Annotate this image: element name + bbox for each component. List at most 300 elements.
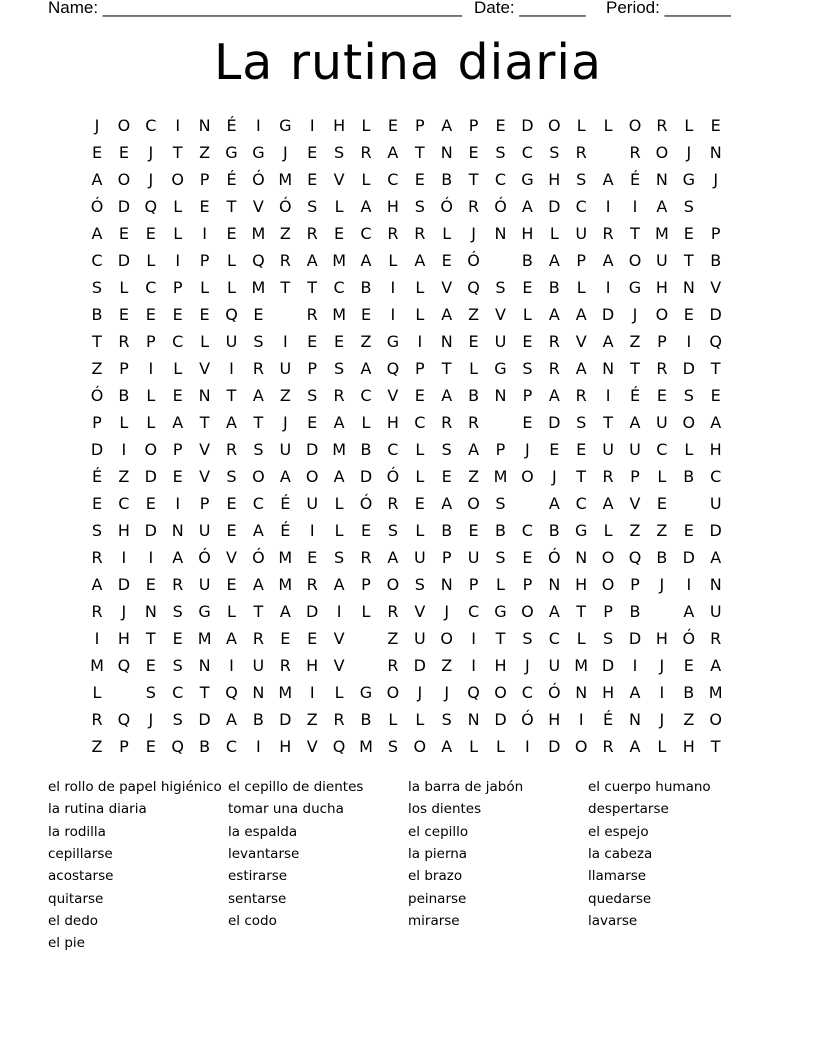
grid-letter[interactable]: I bbox=[175, 251, 181, 270]
grid-letter[interactable]: O bbox=[386, 683, 400, 702]
grid-letter[interactable]: J bbox=[713, 170, 719, 189]
grid-letter[interactable]: M bbox=[278, 548, 293, 567]
grid-letter[interactable]: N bbox=[709, 143, 722, 162]
grid-letter[interactable]: A bbox=[172, 548, 184, 567]
grid-letter[interactable]: A bbox=[91, 575, 103, 594]
grid-letter[interactable]: U bbox=[656, 413, 668, 432]
grid-letter[interactable]: Ó bbox=[440, 197, 453, 216]
grid-letter[interactable]: U bbox=[548, 656, 561, 675]
grid-letter[interactable]: H bbox=[575, 575, 588, 594]
grid-letter[interactable]: J bbox=[282, 143, 288, 162]
grid-letter[interactable]: Ó bbox=[90, 386, 104, 405]
grid-letter[interactable]: V bbox=[226, 548, 237, 567]
grid-letter[interactable]: O bbox=[171, 170, 184, 189]
grid-letter[interactable]: E bbox=[414, 170, 425, 189]
grid-letter[interactable]: I bbox=[175, 116, 181, 135]
grid-letter[interactable]: S bbox=[387, 521, 398, 540]
grid-letter[interactable]: R bbox=[252, 359, 264, 378]
grid-letter[interactable]: A bbox=[333, 575, 345, 594]
grid-letter[interactable]: T bbox=[199, 413, 210, 432]
grid-letter[interactable]: S bbox=[683, 197, 694, 216]
grid-letter[interactable]: I bbox=[282, 332, 288, 351]
grid-letter[interactable]: Z bbox=[360, 332, 372, 351]
grid-letter[interactable]: T bbox=[603, 413, 613, 432]
grid-letter[interactable]: R bbox=[602, 737, 614, 756]
grid-letter[interactable]: J bbox=[121, 602, 127, 621]
grid-letter[interactable]: U bbox=[656, 251, 668, 270]
grid-letter[interactable]: N bbox=[629, 710, 641, 729]
grid-letter[interactable]: I bbox=[256, 737, 261, 756]
grid-letter[interactable]: E bbox=[172, 629, 183, 648]
grid-letter[interactable]: J bbox=[551, 467, 557, 486]
grid-letter[interactable]: Ó bbox=[386, 467, 400, 486]
grid-letter[interactable]: A bbox=[629, 683, 641, 702]
grid-letter[interactable]: C bbox=[521, 521, 533, 540]
grid-letter[interactable]: H bbox=[521, 224, 534, 243]
grid-letter[interactable]: S bbox=[172, 710, 183, 729]
grid-letter[interactable]: T bbox=[414, 143, 425, 162]
grid-letter[interactable]: R bbox=[279, 251, 291, 270]
grid-letter[interactable]: Z bbox=[91, 359, 103, 378]
grid-letter[interactable]: J bbox=[444, 602, 450, 621]
grid-letter[interactable]: R bbox=[548, 359, 560, 378]
grid-letter[interactable]: B bbox=[521, 251, 533, 270]
grid-letter[interactable]: P bbox=[630, 575, 640, 594]
grid-letter[interactable]: E bbox=[145, 575, 156, 594]
grid-letter[interactable]: O bbox=[117, 170, 131, 189]
grid-letter[interactable]: A bbox=[441, 737, 453, 756]
grid-letter[interactable]: R bbox=[118, 332, 130, 351]
grid-letter[interactable]: P bbox=[92, 413, 102, 432]
grid-letter[interactable]: É bbox=[603, 710, 614, 729]
grid-letter[interactable]: L bbox=[576, 629, 586, 648]
grid-letter[interactable]: L bbox=[146, 251, 156, 270]
grid-letter[interactable]: H bbox=[548, 710, 561, 729]
grid-letter[interactable]: S bbox=[91, 521, 103, 540]
grid-letter[interactable]: S bbox=[576, 170, 587, 189]
grid-letter[interactable]: L bbox=[522, 305, 532, 324]
grid-letter[interactable]: R bbox=[360, 143, 372, 162]
grid-letter[interactable]: L bbox=[92, 683, 102, 702]
grid-letter[interactable]: É bbox=[629, 170, 641, 189]
grid-letter[interactable]: T bbox=[280, 278, 291, 297]
grid-letter[interactable]: L bbox=[119, 278, 129, 297]
grid-letter[interactable]: J bbox=[444, 683, 450, 702]
grid-letter[interactable]: U bbox=[709, 494, 722, 513]
grid-letter[interactable]: O bbox=[601, 548, 615, 567]
grid-letter[interactable]: A bbox=[387, 143, 399, 162]
grid-letter[interactable]: H bbox=[117, 629, 130, 648]
grid-letter[interactable]: A bbox=[306, 251, 318, 270]
grid-letter[interactable]: S bbox=[495, 278, 506, 297]
grid-letter[interactable]: T bbox=[145, 629, 156, 648]
grid-letter[interactable]: N bbox=[575, 683, 588, 702]
grid-letter[interactable]: N bbox=[602, 359, 615, 378]
grid-letter[interactable]: E bbox=[226, 521, 237, 540]
grid-letter[interactable]: U bbox=[413, 629, 426, 648]
grid-letter[interactable]: I bbox=[336, 602, 342, 621]
grid-letter[interactable]: E bbox=[145, 737, 156, 756]
grid-letter[interactable]: G bbox=[628, 278, 642, 297]
grid-letter[interactable]: A bbox=[441, 386, 453, 405]
grid-letter[interactable]: J bbox=[686, 143, 692, 162]
grid-letter[interactable]: V bbox=[199, 467, 211, 486]
grid-letter[interactable]: C bbox=[225, 737, 238, 756]
grid-letter[interactable]: C bbox=[656, 440, 668, 459]
grid-letter[interactable]: S bbox=[253, 440, 264, 459]
grid-letter[interactable]: V bbox=[333, 170, 345, 189]
grid-letter[interactable]: Ó bbox=[467, 251, 480, 270]
grid-letter[interactable]: A bbox=[252, 386, 264, 405]
grid-letter[interactable]: H bbox=[494, 656, 507, 675]
grid-letter[interactable]: S bbox=[603, 629, 614, 648]
grid-letter[interactable]: I bbox=[256, 116, 261, 135]
grid-letter[interactable]: N bbox=[198, 386, 211, 405]
grid-letter[interactable]: Q bbox=[467, 278, 480, 297]
grid-letter[interactable]: C bbox=[710, 467, 722, 486]
grid-letter[interactable]: C bbox=[494, 170, 507, 189]
grid-letter[interactable]: Q bbox=[144, 197, 158, 216]
grid-letter[interactable]: T bbox=[307, 278, 318, 297]
grid-letter[interactable]: A bbox=[710, 656, 722, 675]
grid-letter[interactable]: Q bbox=[252, 251, 265, 270]
grid-letter[interactable]: A bbox=[279, 467, 291, 486]
grid-letter[interactable]: E bbox=[199, 305, 210, 324]
grid-letter[interactable]: Q bbox=[709, 332, 722, 351]
grid-letter[interactable]: O bbox=[467, 494, 480, 513]
grid-letter[interactable]: P bbox=[522, 575, 533, 594]
grid-letter[interactable]: J bbox=[525, 440, 530, 459]
grid-letter[interactable]: V bbox=[710, 278, 722, 297]
grid-letter[interactable]: G bbox=[359, 683, 373, 702]
grid-letter[interactable]: I bbox=[309, 521, 315, 540]
grid-letter[interactable]: L bbox=[684, 440, 694, 459]
grid-letter[interactable]: O bbox=[521, 602, 534, 621]
grid-letter[interactable]: D bbox=[117, 575, 131, 594]
grid-letter[interactable]: R bbox=[575, 386, 587, 405]
grid-letter[interactable]: B bbox=[118, 386, 130, 405]
grid-letter[interactable]: E bbox=[145, 656, 156, 675]
grid-letter[interactable]: É bbox=[280, 521, 291, 540]
grid-letter[interactable]: L bbox=[173, 224, 183, 243]
grid-letter[interactable]: O bbox=[521, 467, 534, 486]
grid-letter[interactable]: A bbox=[548, 251, 560, 270]
grid-letter[interactable]: R bbox=[468, 413, 480, 432]
grid-letter[interactable]: G bbox=[682, 170, 695, 189]
grid-letter[interactable]: L bbox=[227, 278, 236, 297]
grid-letter[interactable]: A bbox=[333, 413, 345, 432]
grid-letter[interactable]: R bbox=[225, 440, 238, 459]
grid-letter[interactable]: S bbox=[414, 575, 425, 594]
grid-letter[interactable]: E bbox=[468, 521, 479, 540]
grid-letter[interactable]: H bbox=[655, 629, 668, 648]
grid-letter[interactable]: N bbox=[144, 602, 157, 621]
grid-letter[interactable]: H bbox=[548, 170, 561, 189]
grid-letter[interactable]: I bbox=[605, 278, 611, 297]
grid-letter[interactable]: R bbox=[387, 602, 399, 621]
grid-letter[interactable]: A bbox=[360, 251, 372, 270]
grid-letter[interactable]: E bbox=[307, 332, 318, 351]
grid-letter[interactable]: L bbox=[334, 494, 344, 513]
grid-letter[interactable]: S bbox=[441, 710, 452, 729]
grid-letter[interactable]: U bbox=[413, 548, 426, 567]
grid-letter[interactable]: T bbox=[226, 386, 237, 405]
grid-letter[interactable]: A bbox=[710, 548, 722, 567]
grid-letter[interactable]: O bbox=[574, 737, 588, 756]
grid-letter[interactable]: E bbox=[468, 143, 479, 162]
grid-letter[interactable]: E bbox=[683, 656, 694, 675]
grid-letter[interactable]: L bbox=[146, 413, 156, 432]
grid-letter[interactable]: G bbox=[574, 521, 588, 540]
grid-letter[interactable]: Q bbox=[225, 683, 238, 702]
grid-letter[interactable]: L bbox=[227, 602, 236, 621]
grid-letter[interactable]: D bbox=[601, 656, 615, 675]
grid-letter[interactable]: L bbox=[469, 359, 479, 378]
grid-letter[interactable]: O bbox=[655, 305, 669, 324]
grid-letter[interactable]: A bbox=[441, 305, 453, 324]
grid-letter[interactable]: Q bbox=[386, 359, 400, 378]
grid-letter[interactable]: R bbox=[333, 386, 345, 405]
grid-letter[interactable]: L bbox=[415, 467, 425, 486]
grid-letter[interactable]: G bbox=[521, 170, 534, 189]
grid-letter[interactable]: R bbox=[387, 494, 399, 513]
grid-letter[interactable]: C bbox=[575, 494, 587, 513]
grid-letter[interactable]: L bbox=[388, 251, 398, 270]
grid-letter[interactable]: E bbox=[683, 521, 694, 540]
grid-letter[interactable]: V bbox=[575, 332, 587, 351]
grid-letter[interactable]: C bbox=[548, 629, 560, 648]
grid-letter[interactable]: T bbox=[226, 197, 237, 216]
grid-letter[interactable]: M bbox=[332, 440, 346, 459]
grid-letter[interactable]: L bbox=[415, 440, 425, 459]
grid-letter[interactable]: L bbox=[469, 737, 479, 756]
grid-letter[interactable]: N bbox=[198, 116, 211, 135]
grid-letter[interactable]: Ó bbox=[521, 710, 534, 729]
grid-letter[interactable]: O bbox=[628, 116, 642, 135]
grid-letter[interactable]: P bbox=[468, 116, 479, 135]
grid-letter[interactable]: S bbox=[441, 440, 452, 459]
grid-letter[interactable]: V bbox=[441, 278, 453, 297]
grid-letter[interactable]: R bbox=[91, 602, 103, 621]
grid-letter[interactable]: Z bbox=[387, 629, 399, 648]
grid-letter[interactable]: S bbox=[683, 386, 694, 405]
grid-letter[interactable]: N bbox=[198, 656, 211, 675]
grid-letter[interactable]: R bbox=[91, 710, 103, 729]
grid-letter[interactable]: O bbox=[386, 575, 400, 594]
grid-letter[interactable]: L bbox=[146, 386, 156, 405]
grid-letter[interactable]: A bbox=[387, 548, 399, 567]
grid-letter[interactable]: S bbox=[522, 359, 533, 378]
grid-letter[interactable]: E bbox=[118, 143, 129, 162]
grid-letter[interactable]: O bbox=[305, 467, 319, 486]
grid-letter[interactable]: B bbox=[360, 278, 372, 297]
grid-letter[interactable]: M bbox=[332, 251, 346, 270]
grid-letter[interactable]: J bbox=[659, 656, 665, 675]
grid-letter[interactable]: S bbox=[145, 683, 156, 702]
grid-letter[interactable]: N bbox=[440, 332, 453, 351]
grid-letter[interactable]: Z bbox=[683, 710, 695, 729]
grid-letter[interactable]: O bbox=[628, 251, 642, 270]
grid-letter[interactable]: C bbox=[521, 683, 533, 702]
grid-letter[interactable]: É bbox=[91, 467, 103, 486]
grid-letter[interactable]: Z bbox=[306, 710, 318, 729]
grid-letter[interactable]: I bbox=[605, 386, 611, 405]
grid-letter[interactable]: I bbox=[632, 197, 638, 216]
grid-letter[interactable]: J bbox=[525, 656, 530, 675]
grid-letter[interactable]: S bbox=[334, 143, 345, 162]
grid-letter[interactable]: I bbox=[578, 710, 584, 729]
grid-letter[interactable]: Ó bbox=[548, 683, 561, 702]
grid-letter[interactable]: L bbox=[361, 116, 371, 135]
grid-letter[interactable]: P bbox=[522, 386, 533, 405]
grid-letter[interactable]: M bbox=[251, 224, 266, 243]
grid-letter[interactable]: J bbox=[94, 116, 100, 135]
grid-letter[interactable]: R bbox=[360, 548, 372, 567]
grid-letter[interactable]: N bbox=[709, 575, 722, 594]
grid-letter[interactable]: E bbox=[172, 386, 183, 405]
grid-letter[interactable]: C bbox=[414, 413, 426, 432]
grid-letter[interactable]: Ó bbox=[198, 548, 211, 567]
grid-letter[interactable]: E bbox=[307, 143, 318, 162]
grid-letter[interactable]: D bbox=[709, 305, 722, 324]
grid-letter[interactable]: T bbox=[710, 737, 721, 756]
grid-letter[interactable]: A bbox=[575, 359, 587, 378]
grid-letter[interactable]: P bbox=[414, 116, 425, 135]
grid-letter[interactable]: A bbox=[91, 224, 103, 243]
grid-letter[interactable]: T bbox=[683, 251, 694, 270]
grid-letter[interactable]: R bbox=[602, 467, 614, 486]
grid-letter[interactable]: B bbox=[199, 737, 211, 756]
grid-letter[interactable]: D bbox=[709, 521, 722, 540]
grid-letter[interactable]: T bbox=[441, 359, 452, 378]
grid-letter[interactable]: H bbox=[279, 737, 292, 756]
grid-letter[interactable]: S bbox=[334, 359, 345, 378]
grid-letter[interactable]: B bbox=[468, 386, 480, 405]
grid-letter[interactable]: L bbox=[119, 413, 129, 432]
grid-letter[interactable]: I bbox=[309, 683, 315, 702]
grid-letter[interactable]: A bbox=[548, 386, 560, 405]
grid-letter[interactable]: I bbox=[121, 548, 127, 567]
grid-letter[interactable]: E bbox=[307, 629, 318, 648]
grid-letter[interactable]: E bbox=[172, 467, 183, 486]
grid-letter[interactable]: Z bbox=[656, 521, 668, 540]
grid-letter[interactable]: Q bbox=[332, 737, 346, 756]
grid-letter[interactable]: C bbox=[333, 278, 345, 297]
grid-letter[interactable]: U bbox=[629, 440, 641, 459]
grid-letter[interactable]: E bbox=[414, 494, 425, 513]
grid-letter[interactable]: I bbox=[686, 332, 692, 351]
grid-letter[interactable]: S bbox=[91, 278, 103, 297]
grid-letter[interactable]: I bbox=[417, 332, 423, 351]
grid-letter[interactable]: B bbox=[548, 521, 560, 540]
grid-letter[interactable]: E bbox=[360, 521, 372, 540]
grid-letter[interactable]: I bbox=[229, 359, 234, 378]
grid-letter[interactable]: V bbox=[333, 656, 345, 675]
grid-letter[interactable]: E bbox=[118, 305, 129, 324]
grid-letter[interactable]: A bbox=[252, 521, 264, 540]
grid-letter[interactable]: M bbox=[654, 224, 669, 243]
grid-letter[interactable]: N bbox=[494, 224, 507, 243]
grid-letter[interactable]: E bbox=[576, 440, 587, 459]
grid-letter[interactable]: U bbox=[198, 521, 211, 540]
grid-letter[interactable]: R bbox=[387, 224, 399, 243]
grid-letter[interactable]: I bbox=[309, 116, 315, 135]
grid-letter[interactable]: S bbox=[495, 548, 506, 567]
grid-letter[interactable]: E bbox=[387, 116, 398, 135]
grid-letter[interactable]: D bbox=[117, 251, 131, 270]
grid-letter[interactable]: A bbox=[226, 629, 237, 648]
grid-letter[interactable]: M bbox=[251, 278, 266, 297]
grid-letter[interactable]: C bbox=[145, 116, 157, 135]
grid-letter[interactable]: H bbox=[386, 413, 399, 432]
grid-letter[interactable]: Z bbox=[468, 305, 480, 324]
date-field[interactable]: Date: _______ bbox=[474, 0, 586, 17]
grid-letter[interactable]: A bbox=[91, 170, 103, 189]
grid-letter[interactable]: B bbox=[91, 305, 103, 324]
grid-letter[interactable]: P bbox=[441, 548, 452, 567]
grid-letter[interactable]: C bbox=[360, 224, 372, 243]
grid-letter[interactable]: T bbox=[576, 602, 587, 621]
grid-letter[interactable]: T bbox=[172, 143, 183, 162]
grid-letter[interactable]: U bbox=[467, 548, 480, 567]
grid-letter[interactable]: B bbox=[360, 440, 372, 459]
grid-letter[interactable]: E bbox=[522, 332, 533, 351]
grid-letter[interactable]: H bbox=[117, 521, 130, 540]
grid-letter[interactable]: R bbox=[710, 629, 722, 648]
grid-letter[interactable]: A bbox=[656, 197, 668, 216]
grid-letter[interactable]: U bbox=[494, 332, 507, 351]
grid-letter[interactable]: E bbox=[683, 224, 694, 243]
grid-letter[interactable]: R bbox=[656, 116, 668, 135]
grid-letter[interactable]: M bbox=[197, 629, 212, 648]
grid-letter[interactable]: A bbox=[602, 332, 614, 351]
grid-letter[interactable]: É bbox=[629, 386, 641, 405]
grid-letter[interactable]: G bbox=[494, 359, 507, 378]
grid-letter[interactable]: D bbox=[601, 305, 615, 324]
grid-letter[interactable]: E bbox=[656, 494, 667, 513]
grid-letter[interactable]: R bbox=[306, 575, 318, 594]
grid-letter[interactable]: I bbox=[471, 629, 476, 648]
grid-letter[interactable]: D bbox=[682, 359, 695, 378]
grid-letter[interactable]: I bbox=[605, 197, 611, 216]
grid-letter[interactable]: P bbox=[657, 332, 667, 351]
grid-letter[interactable]: Z bbox=[629, 521, 641, 540]
grid-letter[interactable]: L bbox=[361, 170, 371, 189]
grid-letter[interactable]: Z bbox=[629, 332, 641, 351]
grid-letter[interactable]: D bbox=[144, 467, 157, 486]
grid-letter[interactable]: H bbox=[386, 197, 399, 216]
grid-letter[interactable]: D bbox=[198, 710, 211, 729]
grid-letter[interactable]: Z bbox=[279, 386, 291, 405]
grid-letter[interactable]: R bbox=[333, 710, 345, 729]
grid-letter[interactable]: B bbox=[441, 170, 453, 189]
grid-letter[interactable]: S bbox=[172, 656, 183, 675]
grid-letter[interactable]: Ó bbox=[90, 197, 104, 216]
grid-letter[interactable]: N bbox=[440, 575, 453, 594]
grid-letter[interactable]: H bbox=[333, 116, 346, 135]
grid-letter[interactable]: L bbox=[576, 116, 586, 135]
grid-letter[interactable]: P bbox=[119, 737, 129, 756]
grid-letter[interactable]: U bbox=[279, 440, 292, 459]
grid-letter[interactable]: P bbox=[199, 251, 210, 270]
grid-letter[interactable]: O bbox=[682, 413, 696, 432]
grid-letter[interactable]: É bbox=[226, 170, 237, 189]
grid-letter[interactable]: I bbox=[390, 278, 396, 297]
grid-letter[interactable]: Z bbox=[468, 467, 480, 486]
grid-letter[interactable]: D bbox=[682, 548, 695, 567]
grid-letter[interactable]: T bbox=[710, 359, 721, 378]
grid-letter[interactable]: L bbox=[496, 575, 505, 594]
